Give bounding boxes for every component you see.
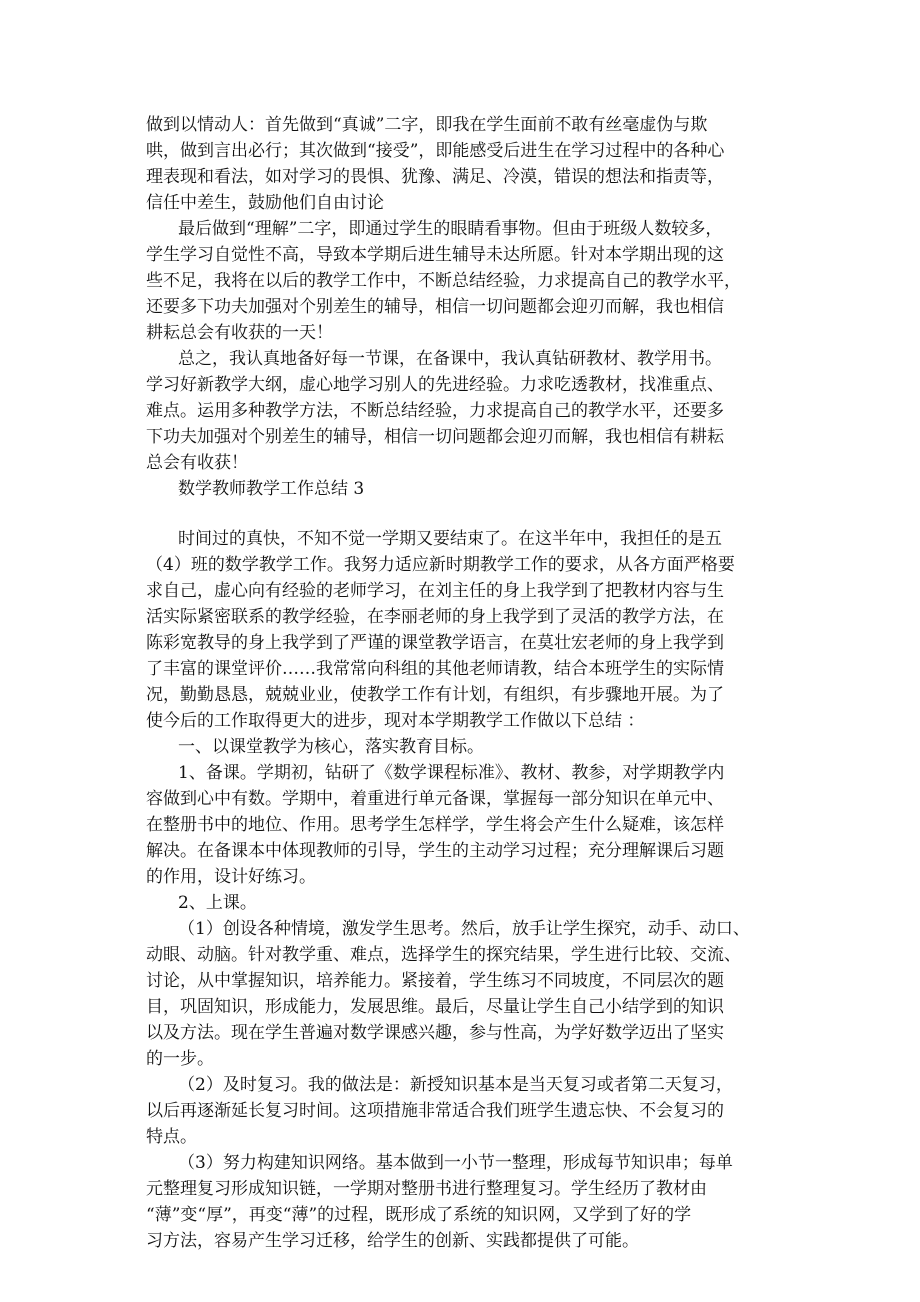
text-line: 哄，做到言出必行；其次做到“接受”，即能感受后进生在学习过程中的各种心 [146,141,725,161]
text-line: 做到以情动人：首先做到“真诚”二字，即我在学生面前不敢有丝毫虚伪与欺 [146,115,708,135]
text-line: 解决。在备课本中体现教师的引导，学生的主动学习过程；充分理解课后习题 [146,841,724,861]
text-line: 最后做到“理解”二字，即通过学生的眼睛看事物。但由于班级人数较多， [178,219,723,239]
text-line: （4）班的数学教学工作。我努力适应新时期教学工作的要求，从各方面严格要 [146,555,735,575]
text-line: 1、备课。学期初，钻研了《数学课程标准》、教材、教参，对学期教学内 [178,763,725,783]
text-line: 使今后的工作取得更大的进步，现对本学期教学工作做以下总结 ： [146,711,645,731]
text-line: 容做到心中有数。学期中，着重进行单元备课，掌握每一部分知识在单元中、 [146,789,724,809]
text-line: 活实际紧密联系的教学经验，在李丽老师的身上我学到了灵活的教学方法，在 [146,607,724,627]
text-line: 总之，我认真地备好每一节课，在备课中，我认真钻研教材、教学用书。 [178,349,722,369]
text-line: 还要多下功夫加强对个别差生的辅导，相信一切问题都会迎刃而解，我也相信 [146,297,724,317]
text-line: 耕耘总会有收获的一天！ [146,323,333,343]
text-line: 况，勤勤恳恳，兢兢业业，使教学工作有计划，有组织，有步骤地开展。为了 [146,685,724,705]
text-line: 数学教师教学工作总结 3 [178,479,365,499]
text-line: 的一步。 [146,1049,214,1069]
text-line: 讨论，从中掌握知识，培养能力。紧接着，学生练习不同坡度，不同层次的题 [146,971,724,991]
text-line: 下功夫加强对个别差生的辅导，相信一切问题都会迎刃而解，我也相信有耕耘 [146,427,724,447]
text-line: 目，巩固知识，形成能力，发展思维。最后，尽量让学生自己小结学到的知识 [146,997,724,1017]
text-line: 学生学习自觉性不高，导致本学期后进生辅导未达所愿。针对本学期出现的这 [146,245,724,265]
text-line: （2）及时复习。我的做法是：新授知识基本是当天复习或者第二天复习， [178,1075,733,1095]
text-line: 元整理复习形成知识链，一学期对整册书进行整理复习。学生经历了教材由 [146,1179,707,1199]
text-line: 在整册书中的地位、作用。思考学生怎样学，学生将会产生什么疑难，该怎样 [146,815,724,835]
text-line: 以及方法。现在学生普遍对数学课感兴趣，参与性高，为学好数学迈出了坚实 [146,1023,724,1043]
text-line: 动眼、动脑。针对教学重、难点，选择学生的探究结果，学生进行比较、交流、 [146,945,741,965]
text-line: 2、上课。 [178,893,257,913]
text-line: 特点。 [146,1127,197,1147]
text-line: 以后再逐渐延长复习时间。这项措施非常适合我们班学生遗忘快、不会复习的 [146,1101,724,1121]
text-line: 信任中差生，鼓励他们自由讨论 [146,193,384,213]
text-line: 总会有收获！ [146,453,248,473]
text-line: 时间过的真快，不知不觉一学期又要结束了。在这半年中，我担任的是五 [178,529,722,549]
text-line: 些不足，我将在以后的教学工作中，不断总结经验，力求提高自己的教学水平， [146,271,741,291]
text-line: 学习好新教学大纲，虚心地学习别人的先进经验。力求吃透教材，找准重点、 [146,375,724,395]
text-line: “薄”变“厚”，再变“薄”的过程，既形成了系统的知识网，又学到了好的学 [146,1205,692,1225]
text-line: （3）努力构建知识网络。基本做到一小节一整理，形成每节知识串；每单 [178,1153,733,1173]
text-line: 习方法，容易产生学习迁移，给学生的创新、实践都提供了可能。 [146,1231,639,1251]
text-line: 一、以课堂教学为核心，落实教育目标。 [178,737,484,757]
text-line: 陈彩宽教导的身上我学到了严谨的课堂教学语言，在莫壮宏老师的身上我学到 [146,633,724,653]
text-line: 的作用，设计好练习。 [146,867,316,887]
text-line: 难点。运用多种教学方法，不断总结经验，力求提高自己的教学水平，还要多 [146,401,724,421]
text-line: 了丰富的课堂评价……我常常向科组的其他老师请教，结合本班学生的实际情 [146,659,724,679]
text-line: 理表现和看法，如对学习的畏惧、犹豫、满足、冷漠，错误的想法和指责等， [146,167,724,187]
text-line: （1）创设各种情境，激发学生思考。然后，放手让学生探究，动手、动口、 [178,919,750,939]
text-line: 求自己，虚心向有经验的老师学习，在刘主任的身上我学到了把教材内容与生 [146,581,724,601]
